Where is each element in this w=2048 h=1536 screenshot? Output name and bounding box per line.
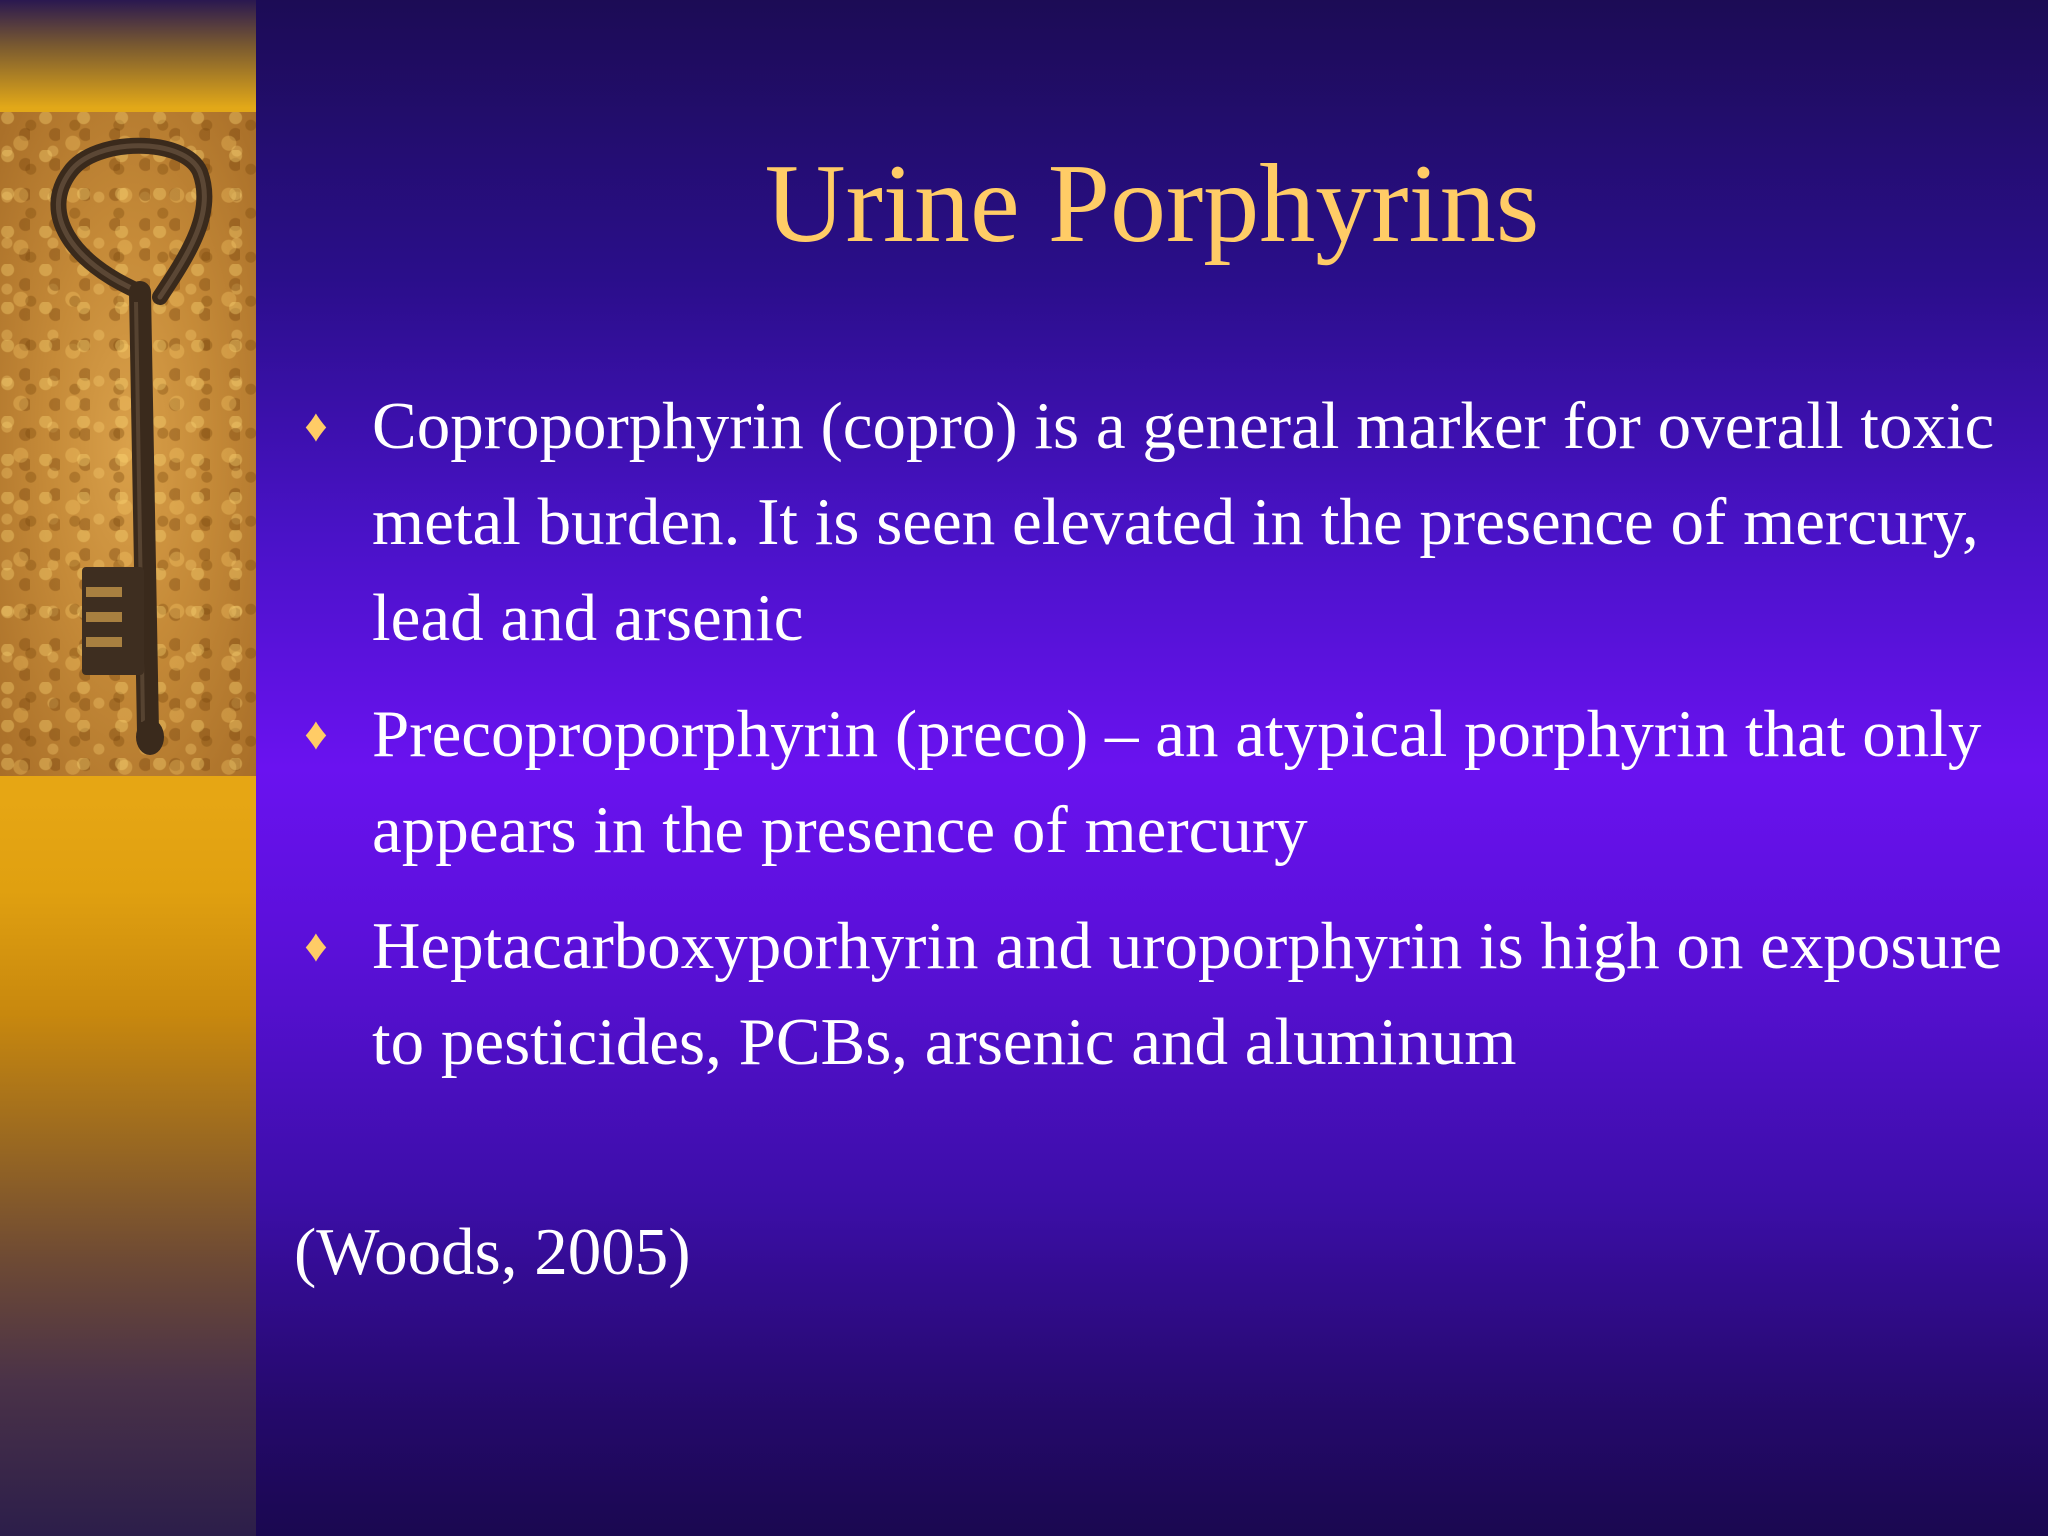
- bullet-text: Coproporphyrin (copro) is a general marker for overall toxic metal burden. It is seen elevated in the presence of mercury, lead and arsenic: [372, 389, 1995, 655]
- bullet-list: [296, 378, 2006, 1110]
- bullet-item: [296, 898, 2006, 1090]
- key-icon: [0, 112, 256, 776]
- bullet-item: [296, 378, 2006, 666]
- slide-title: Urine Porphyrins: [764, 142, 1540, 266]
- diamond-bullet-icon: ♦: [304, 920, 328, 971]
- bullet-text: Heptacarboxyporhyrin and uroporphyrin is high on exposure to pesticides, PCBs, arsenic and aluminum: [372, 909, 2002, 1079]
- diamond-bullet-icon: ♦: [304, 400, 328, 451]
- bullet-item: [296, 686, 2006, 878]
- bullet-text: Precoproporphyrin (preco) – an atypical porphyrin that only appears in the presence of mercury: [372, 697, 1982, 867]
- diamond-bullet-icon: ♦: [304, 708, 328, 759]
- citation: (Woods, 2005): [294, 1215, 691, 1289]
